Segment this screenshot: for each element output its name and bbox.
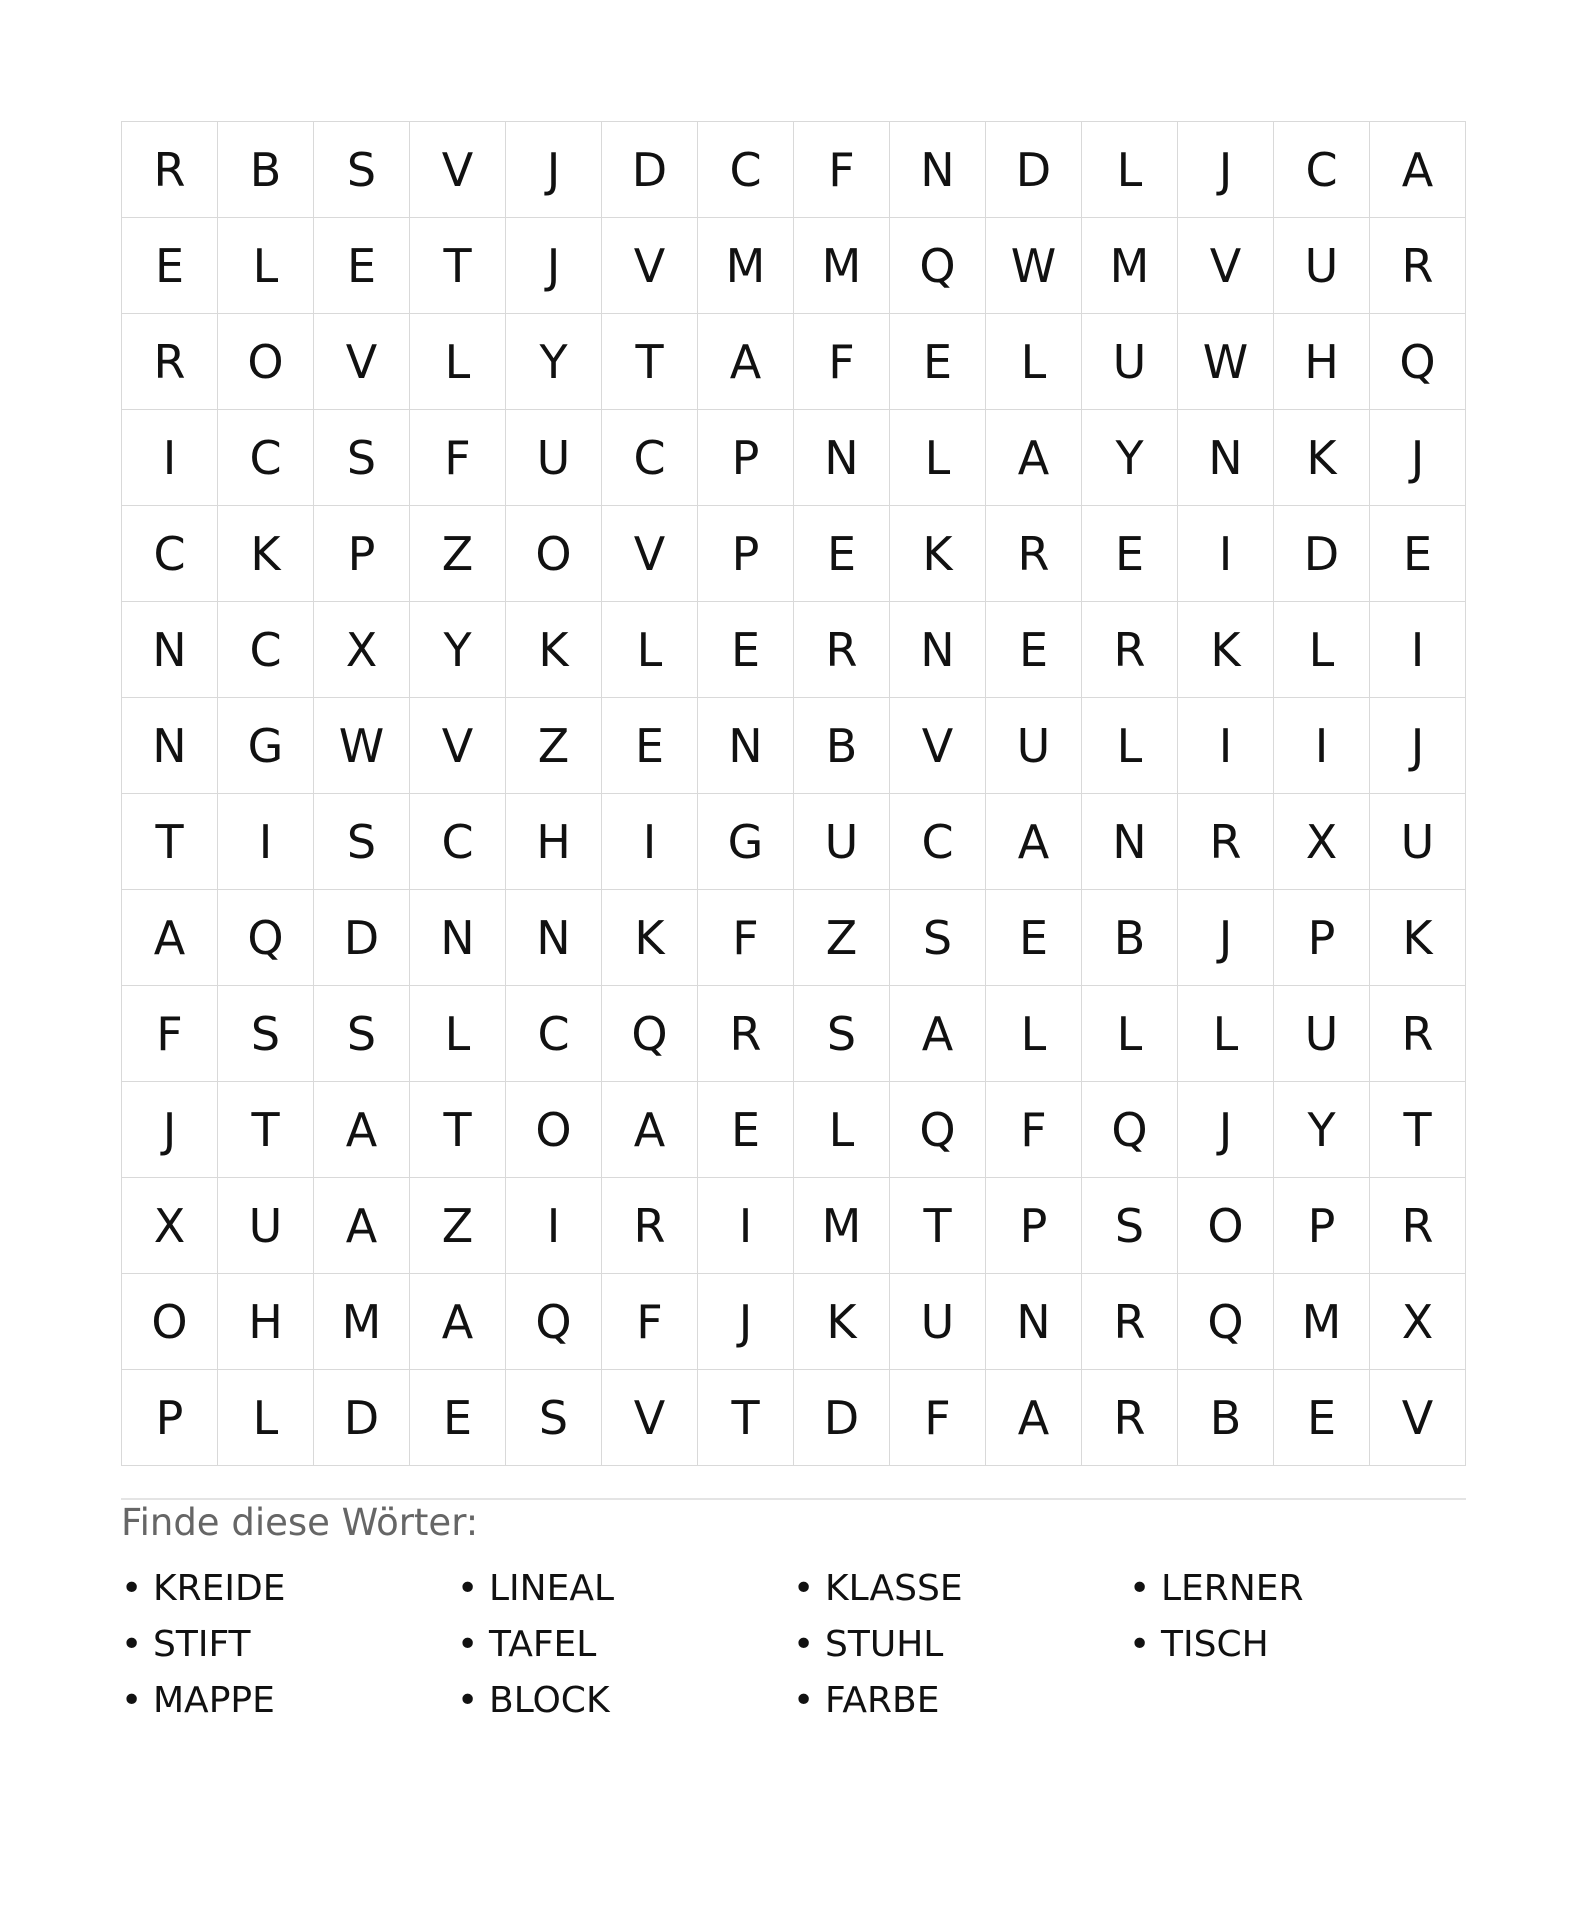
grid-cell[interactable]: C bbox=[1274, 122, 1370, 218]
grid-cell[interactable]: R bbox=[1082, 1370, 1178, 1466]
grid-cell[interactable]: R bbox=[1178, 794, 1274, 890]
grid-cell[interactable]: I bbox=[506, 1178, 602, 1274]
grid-cell[interactable]: R bbox=[1082, 602, 1178, 698]
grid-cell[interactable]: L bbox=[218, 1370, 314, 1466]
grid-cell[interactable]: A bbox=[698, 314, 794, 410]
grid-cell[interactable]: S bbox=[890, 890, 986, 986]
grid-cell[interactable]: U bbox=[1274, 986, 1370, 1082]
grid-cell[interactable]: L bbox=[218, 218, 314, 314]
grid-cell[interactable]: L bbox=[410, 986, 506, 1082]
grid-cell[interactable]: M bbox=[314, 1274, 410, 1370]
grid-cell[interactable]: C bbox=[890, 794, 986, 890]
grid-cell[interactable]: B bbox=[794, 698, 890, 794]
bullet-icon: • bbox=[121, 1679, 143, 1721]
word-list-item bbox=[121, 1616, 457, 1672]
grid-cell[interactable]: J bbox=[122, 1082, 218, 1178]
grid-cell[interactable]: I bbox=[1274, 698, 1370, 794]
grid-cell[interactable]: V bbox=[602, 218, 698, 314]
grid-cell[interactable]: D bbox=[986, 122, 1082, 218]
grid-cell[interactable]: N bbox=[506, 890, 602, 986]
word-label: KLASSE bbox=[825, 1567, 963, 1609]
grid-cell[interactable]: X bbox=[1274, 794, 1370, 890]
grid-cell[interactable]: Q bbox=[218, 890, 314, 986]
grid-cell[interactable]: F bbox=[794, 122, 890, 218]
grid-cell[interactable]: L bbox=[1082, 986, 1178, 1082]
grid-cell[interactable]: V bbox=[602, 1370, 698, 1466]
grid-cell[interactable]: N bbox=[122, 602, 218, 698]
word-list bbox=[121, 1560, 1466, 1728]
grid-cell[interactable]: R bbox=[1370, 1178, 1466, 1274]
word-list-item bbox=[793, 1616, 1129, 1672]
grid-cell[interactable]: A bbox=[890, 986, 986, 1082]
bullet-icon: • bbox=[457, 1679, 479, 1721]
grid-cell[interactable]: T bbox=[1370, 1082, 1466, 1178]
grid-cell[interactable]: B bbox=[1178, 1370, 1274, 1466]
grid-cell[interactable]: H bbox=[218, 1274, 314, 1370]
grid-cell[interactable]: K bbox=[602, 890, 698, 986]
grid-cell[interactable]: Z bbox=[794, 890, 890, 986]
grid-cell[interactable]: E bbox=[602, 698, 698, 794]
bullet-icon: • bbox=[793, 1623, 815, 1665]
grid-cell[interactable]: S bbox=[218, 986, 314, 1082]
grid-cell[interactable]: C bbox=[410, 794, 506, 890]
grid-cell[interactable]: A bbox=[122, 890, 218, 986]
grid-cell[interactable]: R bbox=[698, 986, 794, 1082]
bullet-icon: • bbox=[457, 1623, 479, 1665]
grid-cell[interactable]: V bbox=[410, 122, 506, 218]
grid-cell[interactable]: W bbox=[314, 698, 410, 794]
grid-cell[interactable]: Z bbox=[410, 1178, 506, 1274]
grid-cell[interactable]: I bbox=[698, 1178, 794, 1274]
grid-cell[interactable]: A bbox=[1370, 122, 1466, 218]
grid-cell[interactable]: W bbox=[1178, 314, 1274, 410]
grid-cell[interactable]: T bbox=[698, 1370, 794, 1466]
grid-cell[interactable]: R bbox=[122, 314, 218, 410]
grid-cell[interactable]: T bbox=[218, 1082, 314, 1178]
grid-cell[interactable]: E bbox=[986, 602, 1082, 698]
grid-cell[interactable]: Y bbox=[410, 602, 506, 698]
word-label: TAFEL bbox=[489, 1623, 597, 1665]
grid-cell[interactable]: E bbox=[1370, 506, 1466, 602]
grid-cell[interactable]: S bbox=[314, 986, 410, 1082]
grid-cell[interactable]: C bbox=[122, 506, 218, 602]
grid-cell[interactable]: P bbox=[1274, 890, 1370, 986]
word-label: FARBE bbox=[825, 1679, 940, 1721]
grid-cell[interactable]: N bbox=[698, 698, 794, 794]
grid-cell[interactable]: J bbox=[698, 1274, 794, 1370]
grid-cell[interactable]: U bbox=[506, 410, 602, 506]
grid-cell[interactable]: K bbox=[1178, 602, 1274, 698]
grid-cell[interactable]: C bbox=[218, 602, 314, 698]
grid-cell[interactable]: L bbox=[1274, 602, 1370, 698]
grid-cell[interactable]: Z bbox=[506, 698, 602, 794]
grid-cell[interactable]: P bbox=[314, 506, 410, 602]
word-list-item bbox=[793, 1672, 1129, 1728]
grid-cell[interactable]: R bbox=[986, 506, 1082, 602]
grid-cell[interactable]: V bbox=[1370, 1370, 1466, 1466]
grid-cell[interactable]: F bbox=[890, 1370, 986, 1466]
grid-cell[interactable]: L bbox=[602, 602, 698, 698]
grid-cell[interactable]: Q bbox=[1178, 1274, 1274, 1370]
word-label: MAPPE bbox=[153, 1679, 275, 1721]
grid-cell[interactable]: N bbox=[1082, 794, 1178, 890]
grid-cell[interactable]: E bbox=[794, 506, 890, 602]
word-label: LINEAL bbox=[489, 1567, 615, 1609]
grid-cell[interactable]: P bbox=[122, 1370, 218, 1466]
grid-cell[interactable]: D bbox=[1274, 506, 1370, 602]
grid-cell[interactable]: E bbox=[122, 218, 218, 314]
grid-cell[interactable]: J bbox=[1370, 410, 1466, 506]
grid-cell[interactable]: J bbox=[1370, 698, 1466, 794]
grid-cell[interactable]: L bbox=[986, 986, 1082, 1082]
grid-cell[interactable]: I bbox=[218, 794, 314, 890]
grid-cell[interactable]: B bbox=[218, 122, 314, 218]
grid-cell[interactable]: Q bbox=[1370, 314, 1466, 410]
grid-cell[interactable]: L bbox=[1082, 698, 1178, 794]
grid-cell[interactable]: T bbox=[602, 314, 698, 410]
grid-cell[interactable]: G bbox=[698, 794, 794, 890]
bullet-icon: • bbox=[1129, 1567, 1151, 1609]
grid-cell[interactable]: O bbox=[506, 506, 602, 602]
grid-cell[interactable]: H bbox=[506, 794, 602, 890]
grid-cell[interactable]: U bbox=[890, 1274, 986, 1370]
bullet-icon: • bbox=[457, 1567, 479, 1609]
word-list-item bbox=[457, 1560, 793, 1616]
grid-cell[interactable]: P bbox=[986, 1178, 1082, 1274]
grid-cell[interactable]: U bbox=[218, 1178, 314, 1274]
grid-cell[interactable]: G bbox=[218, 698, 314, 794]
word-list-item bbox=[1129, 1560, 1465, 1616]
grid-cell[interactable]: N bbox=[1178, 410, 1274, 506]
grid-cell[interactable]: U bbox=[794, 794, 890, 890]
grid-cell[interactable]: A bbox=[314, 1178, 410, 1274]
grid-cell[interactable]: N bbox=[794, 410, 890, 506]
grid-cell[interactable]: A bbox=[986, 794, 1082, 890]
grid-cell[interactable]: C bbox=[506, 986, 602, 1082]
grid-cell[interactable]: S bbox=[794, 986, 890, 1082]
grid-cell[interactable]: E bbox=[314, 218, 410, 314]
grid-cell[interactable]: U bbox=[986, 698, 1082, 794]
grid-cell[interactable]: S bbox=[1082, 1178, 1178, 1274]
grid-cell[interactable]: A bbox=[410, 1274, 506, 1370]
grid-cell[interactable]: J bbox=[1178, 1082, 1274, 1178]
grid-cell[interactable]: U bbox=[1274, 218, 1370, 314]
grid-cell[interactable]: P bbox=[1274, 1178, 1370, 1274]
grid-cell[interactable]: B bbox=[1082, 890, 1178, 986]
grid-cell[interactable]: E bbox=[986, 890, 1082, 986]
grid-cell[interactable]: J bbox=[506, 122, 602, 218]
bullet-icon: • bbox=[121, 1567, 143, 1609]
grid-cell[interactable]: V bbox=[410, 698, 506, 794]
word-list-item bbox=[121, 1560, 457, 1616]
grid-cell[interactable]: S bbox=[314, 794, 410, 890]
grid-cell[interactable]: D bbox=[602, 122, 698, 218]
word-label: STUHL bbox=[825, 1623, 944, 1665]
bullet-icon: • bbox=[121, 1623, 143, 1665]
grid-cell[interactable]: L bbox=[1178, 986, 1274, 1082]
grid-cell[interactable]: K bbox=[218, 506, 314, 602]
grid-cell[interactable]: P bbox=[698, 410, 794, 506]
grid-cell[interactable]: A bbox=[314, 1082, 410, 1178]
grid-cell[interactable]: Y bbox=[1274, 1082, 1370, 1178]
grid-cell[interactable]: N bbox=[122, 698, 218, 794]
grid-cell[interactable]: C bbox=[218, 410, 314, 506]
grid-cell[interactable]: N bbox=[890, 602, 986, 698]
grid-cell[interactable]: R bbox=[1370, 218, 1466, 314]
grid-cell[interactable]: A bbox=[986, 1370, 1082, 1466]
word-list-item bbox=[457, 1616, 793, 1672]
grid-cell[interactable]: V bbox=[890, 698, 986, 794]
grid-cell[interactable]: E bbox=[410, 1370, 506, 1466]
grid-cell[interactable]: S bbox=[314, 410, 410, 506]
grid-cell[interactable]: E bbox=[698, 602, 794, 698]
grid-cell[interactable]: I bbox=[602, 794, 698, 890]
grid-cell[interactable]: T bbox=[410, 1082, 506, 1178]
grid-cell[interactable]: T bbox=[122, 794, 218, 890]
word-list-title: Finde diese Wörter: bbox=[121, 1501, 479, 1544]
grid-cell[interactable]: I bbox=[1178, 698, 1274, 794]
grid-cell[interactable]: D bbox=[794, 1370, 890, 1466]
bullet-icon: • bbox=[793, 1567, 815, 1609]
grid-cell[interactable]: Q bbox=[890, 1082, 986, 1178]
grid-cell[interactable]: X bbox=[314, 602, 410, 698]
word-label: STIFT bbox=[153, 1623, 251, 1665]
grid-cell[interactable]: Y bbox=[1082, 410, 1178, 506]
grid-cell[interactable]: M bbox=[794, 1178, 890, 1274]
grid-cell[interactable]: A bbox=[602, 1082, 698, 1178]
bullet-icon: • bbox=[793, 1679, 815, 1721]
grid-cell[interactable]: M bbox=[698, 218, 794, 314]
grid-cell[interactable]: L bbox=[890, 410, 986, 506]
grid-cell[interactable]: O bbox=[218, 314, 314, 410]
word-list-item bbox=[1129, 1616, 1465, 1672]
grid-cell[interactable]: T bbox=[890, 1178, 986, 1274]
grid-cell[interactable]: Y bbox=[506, 314, 602, 410]
grid-cell[interactable]: F bbox=[122, 986, 218, 1082]
grid-cell[interactable]: V bbox=[314, 314, 410, 410]
grid-cell[interactable]: V bbox=[602, 506, 698, 602]
grid-cell[interactable]: N bbox=[410, 890, 506, 986]
word-label: BLOCK bbox=[489, 1679, 610, 1721]
grid-cell[interactable]: S bbox=[506, 1370, 602, 1466]
grid-cell[interactable]: K bbox=[794, 1274, 890, 1370]
grid-cell[interactable]: U bbox=[1370, 794, 1466, 890]
grid-cell[interactable]: D bbox=[314, 1370, 410, 1466]
grid-cell[interactable]: E bbox=[698, 1082, 794, 1178]
grid-cell[interactable]: F bbox=[410, 410, 506, 506]
grid-cell[interactable]: F bbox=[602, 1274, 698, 1370]
grid-cell[interactable]: J bbox=[506, 218, 602, 314]
grid-cell[interactable]: P bbox=[698, 506, 794, 602]
grid-cell[interactable]: A bbox=[986, 410, 1082, 506]
grid-cell[interactable]: L bbox=[986, 314, 1082, 410]
grid-cell[interactable]: J bbox=[1178, 890, 1274, 986]
grid-cell[interactable]: E bbox=[1274, 1370, 1370, 1466]
grid-cell[interactable]: L bbox=[794, 1082, 890, 1178]
grid-cell[interactable]: I bbox=[1370, 602, 1466, 698]
bullet-icon: • bbox=[1129, 1623, 1151, 1665]
grid-cell[interactable]: H bbox=[1274, 314, 1370, 410]
grid-cell[interactable]: X bbox=[1370, 1274, 1466, 1370]
grid-cell[interactable]: U bbox=[1082, 314, 1178, 410]
grid-cell[interactable]: L bbox=[410, 314, 506, 410]
grid-cell[interactable]: L bbox=[1082, 122, 1178, 218]
word-label: TISCH bbox=[1161, 1623, 1269, 1665]
grid-cell[interactable]: F bbox=[698, 890, 794, 986]
grid-cell[interactable]: M bbox=[1274, 1274, 1370, 1370]
grid-cell[interactable]: O bbox=[1178, 1178, 1274, 1274]
grid-cell[interactable]: J bbox=[1178, 122, 1274, 218]
grid-cell[interactable]: K bbox=[1274, 410, 1370, 506]
grid-cell[interactable]: E bbox=[1082, 506, 1178, 602]
grid-cell[interactable]: Q bbox=[602, 986, 698, 1082]
word-list-item bbox=[457, 1672, 793, 1728]
grid-cell[interactable]: R bbox=[602, 1178, 698, 1274]
grid-cell[interactable]: Z bbox=[410, 506, 506, 602]
grid-cell[interactable]: S bbox=[314, 122, 410, 218]
grid-cell[interactable]: X bbox=[122, 1178, 218, 1274]
grid-cell[interactable]: K bbox=[1370, 890, 1466, 986]
grid-cell[interactable]: T bbox=[410, 218, 506, 314]
grid-cell[interactable]: N bbox=[890, 122, 986, 218]
grid-cell[interactable]: V bbox=[1178, 218, 1274, 314]
grid-cell[interactable]: I bbox=[122, 410, 218, 506]
grid-cell[interactable]: O bbox=[506, 1082, 602, 1178]
grid-cell[interactable]: D bbox=[314, 890, 410, 986]
grid-cell[interactable]: R bbox=[1082, 1274, 1178, 1370]
grid-cell[interactable]: F bbox=[986, 1082, 1082, 1178]
grid-cell[interactable]: M bbox=[794, 218, 890, 314]
grid-cell[interactable]: N bbox=[986, 1274, 1082, 1370]
grid-cell[interactable]: Q bbox=[506, 1274, 602, 1370]
grid-cell[interactable]: C bbox=[698, 122, 794, 218]
grid-cell[interactable]: R bbox=[122, 122, 218, 218]
grid-cell[interactable]: W bbox=[986, 218, 1082, 314]
letter-grid bbox=[121, 121, 1466, 1466]
grid-cell[interactable]: K bbox=[506, 602, 602, 698]
grid-cell[interactable]: I bbox=[1178, 506, 1274, 602]
grid-cell[interactable]: F bbox=[794, 314, 890, 410]
word-list-item bbox=[793, 1560, 1129, 1616]
word-label: KREIDE bbox=[153, 1567, 286, 1609]
grid-cell[interactable]: R bbox=[794, 602, 890, 698]
grid-cell[interactable]: Q bbox=[1082, 1082, 1178, 1178]
grid-cell[interactable]: E bbox=[890, 314, 986, 410]
grid-cell[interactable]: K bbox=[890, 506, 986, 602]
word-list-item bbox=[121, 1672, 457, 1728]
grid-cell[interactable]: C bbox=[602, 410, 698, 506]
grid-cell[interactable]: Q bbox=[890, 218, 986, 314]
grid-cell[interactable]: R bbox=[1370, 986, 1466, 1082]
word-label: LERNER bbox=[1161, 1567, 1304, 1609]
grid-cell[interactable]: O bbox=[122, 1274, 218, 1370]
grid-cell[interactable]: M bbox=[1082, 218, 1178, 314]
